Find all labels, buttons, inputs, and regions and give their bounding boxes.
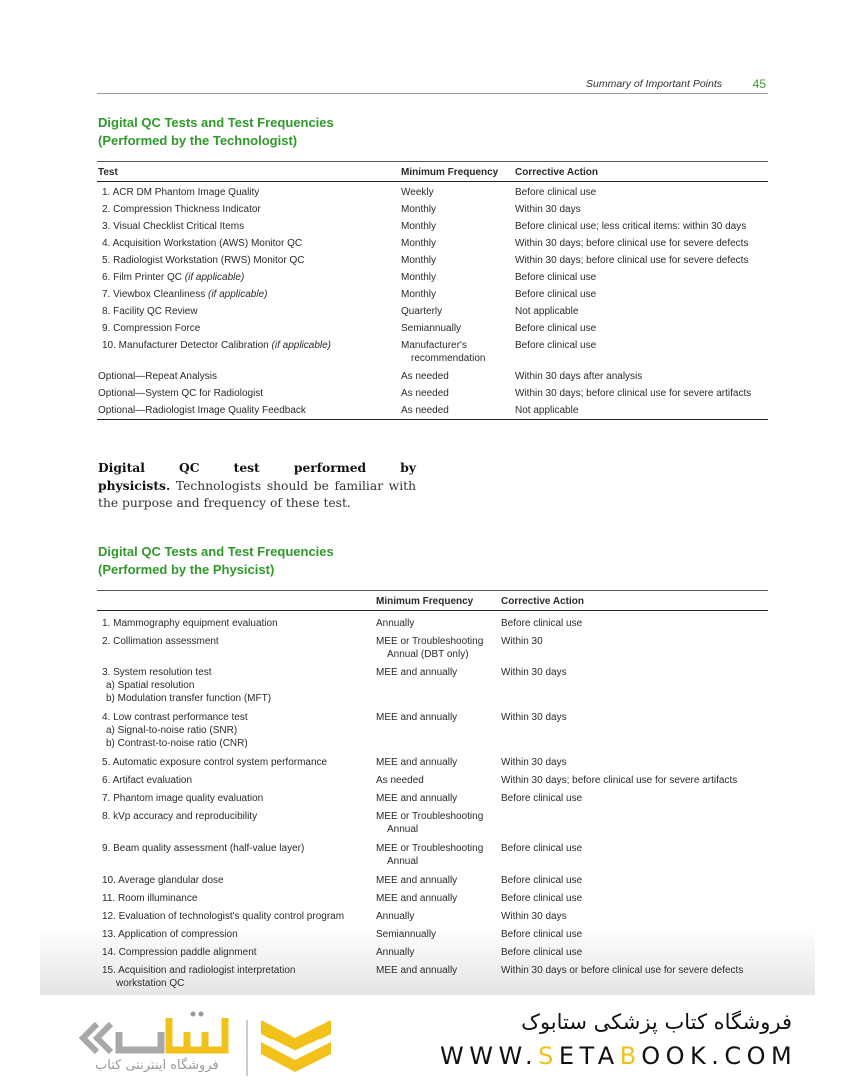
table-header — [97, 161, 768, 182]
header-frequency: Minimum Frequency — [401, 167, 499, 178]
cell-subitem: b) Contrast-to-noise ratio (CNR) — [106, 738, 248, 749]
cell-subitem: b) Modulation transfer function (MFT) — [106, 693, 272, 704]
cell-action: Before clinical use — [501, 929, 583, 940]
cell-test: 6. Artifact evaluation — [102, 775, 193, 786]
cell-frequency: MEE and annually — [376, 757, 458, 768]
cell-subitem: workstation QC — [116, 978, 185, 989]
test-name: 2. Compression Thickness Indicator — [102, 204, 261, 215]
cell-test: 4. Low contrast performance test — [102, 712, 248, 723]
cell-action: Before clinical use — [501, 893, 583, 904]
cell-frequency: As needed — [401, 388, 449, 399]
cell-test: 5. Automatic exposure control system performance — [102, 757, 328, 768]
cell-frequency: Annually — [376, 947, 415, 958]
cell-frequency: Monthly — [401, 238, 437, 249]
url-highlight: B — [619, 1042, 642, 1070]
test-name: 4. Acquisition Workstation (AWS) Monitor QC — [102, 238, 303, 249]
physicist-table — [97, 590, 768, 996]
url-part: WWW. — [440, 1042, 539, 1070]
cell-frequency-cont: Annual (DBT only) — [387, 649, 469, 660]
cell-action: Before clinical use; less critical items: within 30 days — [515, 221, 747, 232]
header-frequency: Minimum Frequency — [376, 596, 474, 607]
cell-test: 7. Phantom image quality evaluation — [102, 793, 264, 804]
cell-test: 11. Room illuminance — [102, 893, 198, 904]
cell-action: Before clinical use — [515, 340, 597, 351]
cell-frequency: As needed — [401, 371, 449, 382]
table-body — [97, 182, 768, 419]
test-name: 3. Visual Checklist Critical Items — [102, 221, 245, 232]
test-name: 7. Viewbox Cleanliness — [102, 289, 206, 300]
cell-test — [102, 186, 259, 199]
store-branding — [430, 1008, 810, 1078]
cell-action: Before clinical use — [501, 947, 583, 958]
test-name: 5. Radiologist Workstation (RWS) Monitor QC — [102, 255, 305, 266]
test-name: Optional—Radiologist Image Quality Feedback — [98, 405, 306, 416]
cell-test: 1. Mammography equipment evaluation — [102, 618, 278, 629]
cell-frequency-cont: recommendation — [411, 353, 486, 364]
header-action: Corrective Action — [515, 167, 598, 178]
cell-test — [102, 203, 261, 216]
test-name: 1. ACR DM Phantom Image Quality — [102, 187, 260, 198]
cell-test: 15. Acquisition and radiologist interpretation — [102, 965, 296, 976]
cell-test: 8. kVp accuracy and reproducibility — [102, 811, 258, 822]
header-test: Test — [98, 167, 118, 178]
table-body — [97, 611, 768, 996]
cell-frequency-cont: Annual — [387, 824, 419, 835]
cell-frequency: MEE or Troubleshooting — [376, 843, 484, 854]
title-line-2: (Performed by the Physicist) — [98, 561, 275, 577]
cell-action: Before clinical use — [501, 793, 583, 804]
cell-frequency: Monthly — [401, 255, 437, 266]
title-line-2: (Performed by the Technologist) — [98, 132, 298, 148]
cell-frequency: Semiannually — [401, 323, 462, 334]
cell-action: Before clinical use — [515, 323, 597, 334]
cell-test: 3. System resolution test — [102, 667, 212, 678]
test-name: Optional—System QC for Radiologist — [98, 388, 264, 399]
cell-action: Within 30 days; before clinical use for severe defects — [515, 238, 749, 249]
cell-test — [98, 387, 263, 400]
cell-test — [102, 339, 331, 352]
cell-subitem: a) Spatial resolution — [106, 680, 195, 691]
cell-frequency: MEE and annually — [376, 893, 458, 904]
test-qualifier: (if applicable) — [208, 289, 268, 300]
cell-test: 13. Application of compression — [102, 929, 238, 940]
cell-test: 10. Average glandular dose — [102, 875, 224, 886]
test-name: 9. Compression Force — [102, 323, 201, 334]
cell-frequency: Monthly — [401, 272, 437, 283]
cell-test — [102, 254, 304, 267]
cell-frequency: As needed — [376, 775, 424, 786]
test-name: Optional—Repeat Analysis — [98, 371, 217, 382]
cell-action: Within 30 — [501, 636, 543, 647]
store-name: فروشگاه کتاب پزشکی ستابوک — [521, 1010, 792, 1034]
cell-test: 12. Evaluation of technologist's quality control program — [102, 911, 345, 922]
cell-frequency-cont: Annual — [387, 856, 419, 867]
title-line-1: Digital QC Tests and Test Frequencies — [98, 115, 334, 130]
cell-test — [102, 305, 198, 318]
test-name: 10. Manufacturer Detector Calibration — [102, 340, 269, 351]
cell-frequency: Semiannually — [376, 929, 437, 940]
cell-frequency: MEE and annually — [376, 712, 458, 723]
prose-paragraph — [98, 459, 416, 512]
url-highlight: S — [538, 1042, 559, 1070]
cell-action: Before clinical use — [501, 843, 583, 854]
cell-action: Within 30 days; before clinical use for severe artifacts — [515, 388, 752, 399]
url-part: ETA — [558, 1042, 620, 1070]
cell-test: 2. Collimation assessment — [102, 636, 219, 647]
cell-frequency: MEE or Troubleshooting — [376, 636, 484, 647]
cell-action: Within 30 days — [501, 667, 567, 678]
cell-action: Before clinical use — [501, 875, 583, 886]
table-bottom-rule — [97, 419, 768, 420]
setabook-logo — [75, 1010, 340, 1080]
cell-action: Before clinical use — [515, 289, 597, 300]
cell-action: Not applicable — [515, 306, 579, 317]
cell-test — [102, 237, 302, 250]
cell-action: Within 30 days; before clinical use for severe artifacts — [501, 775, 738, 786]
cell-action: Before clinical use — [501, 618, 583, 629]
cell-action: Within 30 days — [501, 757, 567, 768]
cell-test: 9. Beam quality assessment (half-value layer) — [102, 843, 305, 854]
prose-bold-lead: Digital QC test performed by physicists. — [98, 460, 416, 493]
cell-frequency: MEE and annually — [376, 667, 458, 678]
store-url[interactable] — [440, 1042, 797, 1070]
cell-frequency: As needed — [401, 405, 449, 416]
cell-frequency: Monthly — [401, 204, 437, 215]
prose-body: Technologists should be familiar with the purpose and frequency of these test. — [98, 479, 416, 510]
url-part: OOK.COM — [641, 1042, 798, 1070]
cell-action: Within 30 days after analysis — [515, 371, 643, 382]
cell-test — [102, 220, 244, 233]
running-head — [97, 77, 768, 94]
cell-frequency: MEE and annually — [376, 875, 458, 886]
test-name: 8. Facility QC Review — [102, 306, 198, 317]
running-head-title: Summary of Important Points — [586, 78, 722, 90]
cell-action: Within 30 days or before clinical use for severe defects — [501, 965, 744, 976]
cell-action: Before clinical use — [515, 187, 597, 198]
cell-frequency: Weekly — [401, 187, 434, 198]
cell-frequency: Monthly — [401, 289, 437, 300]
cell-frequency: MEE or Troubleshooting — [376, 811, 484, 822]
cell-frequency: Annually — [376, 911, 415, 922]
physicist-table-title — [98, 543, 334, 578]
cell-frequency: Annually — [376, 618, 415, 629]
technologist-table-title — [98, 114, 334, 149]
cell-frequency: Monthly — [401, 221, 437, 232]
cell-test: 14. Compression paddle alignment — [102, 947, 257, 958]
cell-subitem: a) Signal-to-noise ratio (SNR) — [106, 725, 238, 736]
test-qualifier: (if applicable) — [184, 272, 245, 283]
cell-frequency: MEE and annually — [376, 965, 458, 976]
cell-action: Within 30 days; before clinical use for severe defects — [515, 255, 749, 266]
header-action: Corrective Action — [501, 596, 584, 607]
cell-action: Before clinical use — [515, 272, 597, 283]
test-name: 6. Film Printer QC — [102, 272, 183, 283]
cell-test — [102, 271, 244, 284]
test-qualifier: (if applicable) — [271, 340, 332, 351]
technologist-table — [97, 161, 768, 420]
cell-frequency: Quarterly — [401, 306, 443, 317]
logo-tagline: فروشگاه اینترنتی کتاب — [95, 1058, 219, 1073]
page-number: 45 — [752, 77, 766, 91]
cell-action: Within 30 days — [515, 204, 581, 215]
cell-test — [102, 288, 267, 301]
cell-test — [98, 370, 217, 383]
cell-test — [102, 322, 200, 335]
title-line-1: Digital QC Tests and Test Frequencies — [98, 544, 334, 559]
cell-action: Not applicable — [515, 405, 579, 416]
table-header — [97, 590, 768, 611]
cell-test — [98, 404, 306, 417]
cell-frequency: Manufacturer's — [401, 340, 467, 351]
cell-action: Within 30 days — [501, 911, 567, 922]
cell-action: Within 30 days — [501, 712, 567, 723]
cell-frequency: MEE and annually — [376, 793, 458, 804]
